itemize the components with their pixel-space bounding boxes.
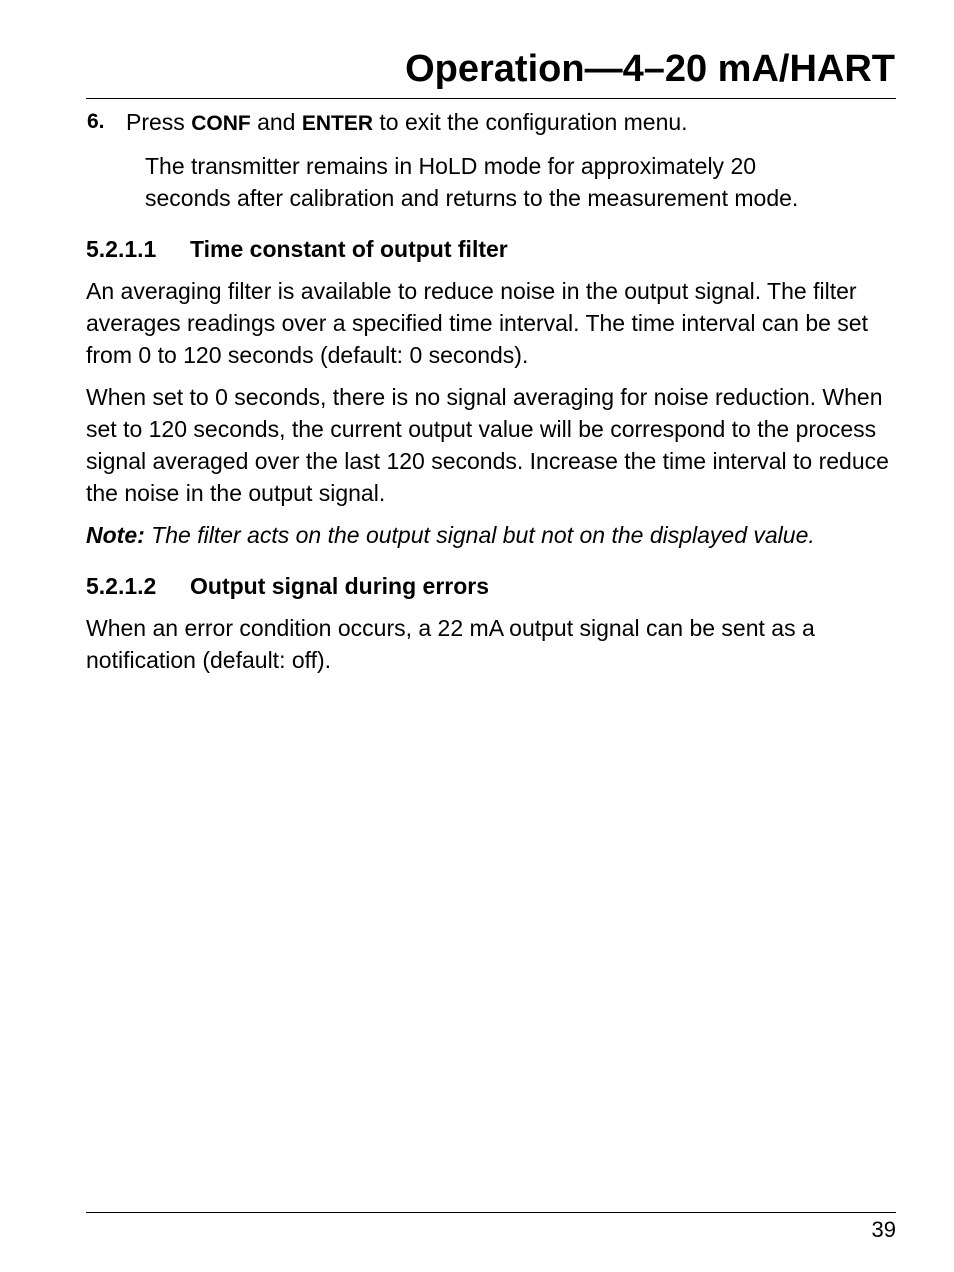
step-text-press: Press: [126, 109, 192, 135]
section-number: 5.2.1.2: [86, 573, 157, 599]
section-heading-5-2-1-2: [86, 570, 898, 602]
conf-key-label: CONF: [191, 112, 251, 135]
page-content: [86, 106, 898, 686]
note: [86, 519, 898, 551]
page-number: 39: [871, 1217, 896, 1242]
step-6: [86, 106, 898, 140]
step-6-description: The transmitter remains in HoLD mode for approximately 20 seconds after calibration and returns to the measurement mode.: [145, 153, 799, 211]
note-label: Note:: [86, 522, 145, 548]
section-title: Time constant of output filter: [190, 236, 508, 262]
step-text-exit: to exit the configuration menu.: [373, 109, 688, 135]
errors-paragraph: When an error condition occurs, a 22 mA output signal can be sent as a notification (default: off).: [86, 615, 815, 673]
filter-paragraph-2: When set to 0 seconds, there is no signal averaging for noise reduction. When set to 120 seconds, the current output value will be correspond to the process signal averaged over the last 120 seconds. Increase the time interval to reduce the noise in the output signal.: [86, 384, 889, 506]
footer-divider: [86, 1212, 896, 1213]
section-heading-5-2-1-1: [86, 233, 898, 265]
section-title: Output signal during errors: [190, 573, 490, 599]
step-number: 6.: [87, 110, 105, 133]
step-text-and: and: [250, 109, 302, 135]
note-text: The filter acts on the output signal but not on the displayed value.: [144, 522, 815, 548]
header-divider: [86, 98, 896, 99]
page-title: Operation—4–20 mA/HART: [405, 48, 895, 90]
filter-paragraph-1: An averaging filter is available to reduce noise in the output signal. The filter averages readings over a specified time interval. The time interval can be set from 0 to 120 seconds (default: 0 seconds).: [86, 278, 868, 368]
section-number: 5.2.1.1: [86, 236, 157, 262]
enter-key-label: ENTER: [301, 112, 374, 135]
